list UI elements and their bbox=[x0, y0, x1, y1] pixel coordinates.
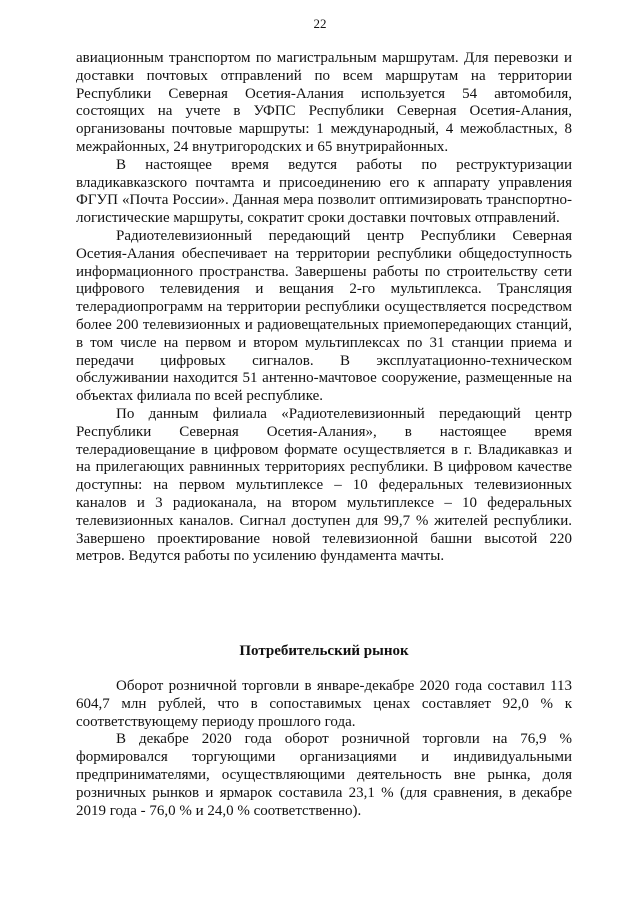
paragraph-retail-structure: В декабре 2020 года оборот розничной торговли на 76,9 % формировался торгующими организациями и индивидуальными предпринимателями, осуществляющими деятельность вне рынка, доля розничных рынков и ярмарок составила 23,1 % (для сравнения, в декабре 2019 года - 76,0 % и 24,0 % соответственно). bbox=[76, 731, 572, 819]
section-title: Потребительский рынок bbox=[239, 643, 409, 659]
paragraph-postal-restructuring: В настоящее время ведутся работы по реструктуризации владикавказского почтамта и присоединению его к аппарату управления ФГУП «Почта России». Данная мера позволит оптимизировать транспортно-логистические маршруты, сократит сроки доставки почтовых отправлений. bbox=[76, 156, 572, 227]
paragraph-broadcast-center: Радиотелевизионный передающий центр Республики Северная Осетия-Алания обеспечивает на территории республики общедоступность информационного пространства. Завершены работы по строительству сети цифрового телевидения и вещания 2-го мультиплекса. Трансляция телерадиопрограмм на территории республики осуществляется посредством более 200 телевизионных и радиовещательных приемопередающих станций, в том числе на первом и втором мультиплексах по 31 станции приема и передачи цифровых сигналов. В эксплуатационно-техническом обслуживании находится 51 антенно-мачтовое сооружение, размещенные на объектах филиала по всей республике. bbox=[76, 227, 572, 405]
paragraph-retail-turnover: Оборот розничной торговли в январе-декабре 2020 года составил 113 604,7 млн рублей, что в сопоставимых ценах составляет 92,0 % к соответствующему периоду прошлого года. bbox=[76, 678, 572, 730]
paragraph-postal-transport: авиационным транспортом по магистральным маршрутам. Для перевозки и доставки почтовых отправлений по всем маршрутам на территории Республики Северная Осетия-Алания используется 54 автомобиля, состоящих на учете в УФПС Республики Северная Осетия-Алания, организованы почтовые маршруты: 1 международный, 4 межобластных, 8 межрайонных, 24 внутригородских и 65 внутрирайонных. bbox=[76, 50, 572, 155]
paragraph-digital-broadcast: По данным филиала «Радиотелевизионный передающий центр Республики Северная Осетия-Алания», в настоящее время телерадиовещание в цифровом формате осуществляется в г. Владикавказ и на прилегающих равнинных территориях республики. В цифровом качестве доступны: на первом мультиплексе – 10 федеральных телевизионных каналов и 3 радиоканала, на втором мультиплексе – 10 федеральных телевизионных каналов. Сигнал доступен для 99,7 % жителей республики. Завершено проектирование новой телевизионной башни высотой 220 метров. Ведутся работы по усилению фундамента мачты. bbox=[76, 405, 572, 565]
section-body bbox=[76, 678, 572, 820]
document-body bbox=[76, 50, 572, 566]
page-number: 22 bbox=[313, 16, 327, 31]
